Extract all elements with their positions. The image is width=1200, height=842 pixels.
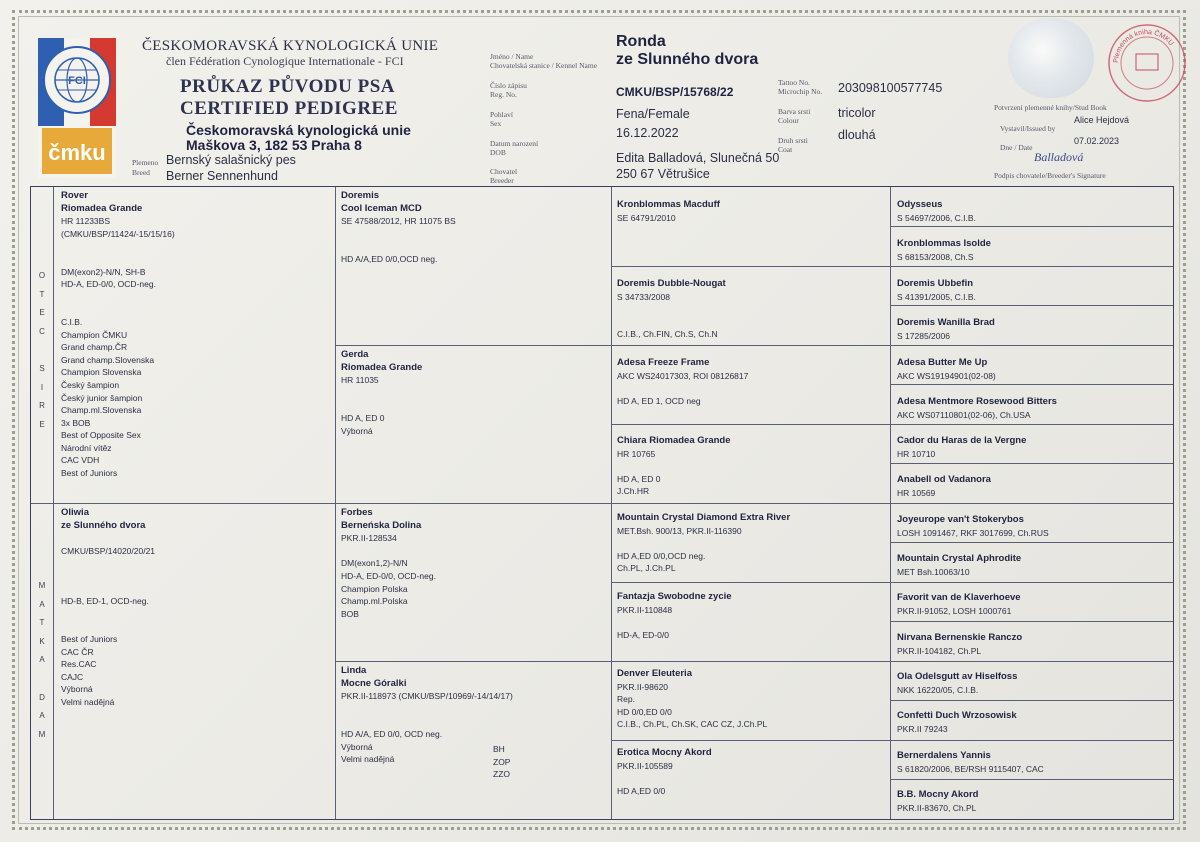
breeder-label: Chovatel — [490, 167, 518, 176]
dam-cell: Oliwia ze Slunného dvora CMKU/BSP/14020/20/21 HD-B, ED-1, OCD-neg. Best of Juniors CAC ČR Res.CAC CAJC Výborná Velmi nadějná — [61, 507, 156, 707]
colour-label: Barva srsti — [778, 107, 811, 116]
gen4-cell: Doremis Wanilla Brad S 17285/2006 — [897, 317, 995, 341]
sire-sire-cell: Doremis Cool Iceman MCD SE 47588/2012, HR 11075 BS HD A/A,ED 0/0,OCD neg. — [341, 190, 456, 264]
gen4-cell: Bernerdalens Yannis S 61820/2006, BE/RSH 9115407, CAC — [897, 750, 1044, 774]
reg-number: CMKU/BSP/15768/22 — [616, 85, 734, 99]
breed-de: Berner Sennenhund — [166, 169, 278, 183]
gen4-cell: Anabell od Vadanora HR 10569 — [897, 474, 991, 498]
dob-label: Datum narození — [490, 139, 539, 148]
gen3-cell: Doremis Dubble-Nougat S 34733/2008 C.I.B., Ch.FIN, Ch.S, Ch.N — [617, 278, 726, 340]
gen4-cell: Nirvana Bernenskie Ranczo PKR.II-104182, Ch.PL — [897, 632, 1023, 656]
address-line-2: Maškova 3, 182 53 Praha 8 — [186, 137, 362, 153]
org-name: ČESKOMORAVSKÁ KYNOLOGICKÁ UNIE — [142, 38, 439, 54]
gen3-cell: Kronblommas Macduff SE 64791/2010 — [617, 199, 720, 223]
breeder-line-1: Edita Balladová, Slunečná 50 — [616, 151, 780, 165]
coat-label: Druh srsti — [778, 136, 808, 145]
title-en: CERTIFIED PEDIGREE — [180, 98, 398, 119]
colour-value: tricolor — [838, 106, 876, 120]
gen3-cell: Adesa Freeze Frame AKC WS24017303, ROI 08126817 HD A, ED 1, OCD neg — [617, 357, 749, 406]
gen3-cell: Fantazja Swobodne zycie PKR.II-110848 HD-A, ED-0/0 — [617, 591, 732, 640]
gen4-cell: Doremis Ubbefin S 41391/2005, C.I.B. — [897, 278, 976, 302]
fci-cmku-logo-icon — [38, 38, 116, 178]
gen4-cell: Mountain Crystal Aphrodite MET Bsh.10063/10 — [897, 553, 1022, 577]
dob-value: 16.12.2022 — [616, 126, 679, 140]
sex-label: Pohlaví — [490, 110, 513, 119]
studbook-stamp-icon — [1106, 22, 1188, 104]
signature-label: Podpis chovatele/Breeder's Signature — [994, 171, 1106, 180]
breed-label-en: Breed — [132, 168, 150, 177]
gen4-cell: Joyeurope van't Stokerybos LOSH 1091467, RKF 3017699, Ch.RUS — [897, 514, 1049, 538]
dob-label-en: DOB — [490, 148, 506, 157]
reg-label: Číslo zápisu — [490, 81, 527, 90]
colour-label-en: Colour — [778, 116, 799, 125]
breeder-label-en: Breeder — [490, 176, 514, 185]
reg-label-en: Reg. No. — [490, 90, 517, 99]
chip-label: Microchip No. — [778, 87, 823, 96]
issued-by: Alice Hejdová — [1074, 115, 1130, 125]
breeder-signature: Balladová — [1034, 150, 1084, 164]
gen4-cell: Adesa Butter Me Up AKC WS19194901(02-08) — [897, 357, 996, 381]
breed-cz: Bernský salašnický pes — [166, 153, 296, 167]
svg-text:čmku: čmku — [48, 140, 106, 165]
gen4-cell: Cador du Haras de la Vergne HR 10710 — [897, 435, 1027, 459]
svg-text:Plemenná kniha ČMKU: Plemenná kniha ČMKU — [1112, 28, 1175, 64]
address-line-1: Českomoravská kynologická unie — [186, 122, 411, 138]
sex-label-en: Sex — [490, 119, 502, 128]
sire-side-label: O T E C S I R E — [38, 271, 46, 429]
breed-label: Plemeno — [132, 158, 159, 167]
sire-cell: Rover Riomadea Grande HR 11233BS (CMKU/BSP/11424/-15/15/16) DM(exon2)-N/N, SH-B HD-A, ED-0/0, OCD-neg. C.I.B. Champion ČMKU Grand champ.ČR Grand champ.Slovenska Champion Slovenska Český šampion Český junior šampion Champ.ml.Slovenska 3x BOB Best of Opposite Sex Národní vítěz CAC VDH Best of Juniors — [61, 190, 175, 479]
gen3-cell: Denver Eleuteria PKR.II-98620 Rep. HD 0/0,ED 0/0 C.I.B., Ch.PL, Ch.SK, CAC CZ, J.Ch.PL — [617, 668, 768, 730]
svg-text:FCI: FCI — [68, 75, 86, 87]
dam-dam-cell: Linda Mocne Góralki PKR.II-118973 (CMKU/BSP/10969/-14/14/17) HD A/A, ED 0/0, OCD neg. Výborná Velmi nadějná — [341, 665, 513, 765]
gen4-cell: Adesa Mentmore Rosewood Bitters AKC WS07110801(02-06), Ch.USA — [897, 396, 1057, 420]
gen4-cell: Kronblommas Isolde S 68153/2008, Ch.S — [897, 238, 991, 262]
breeder-line-2: 250 67 Větrušice — [616, 167, 710, 181]
title-cz: PRŮKAZ PŮVODU PSA — [180, 76, 396, 97]
gen4-cell: Odysseus S 54697/2006, C.I.B. — [897, 199, 976, 223]
coat-value: dlouhá — [838, 128, 876, 142]
hologram-seal-icon — [1008, 18, 1094, 98]
dam-side-label: M A T K A D A M — [38, 581, 46, 739]
dog-name: Ronda — [616, 33, 666, 50]
dog-kennel: ze Slunného dvora — [616, 51, 759, 68]
pedigree-table — [30, 186, 1174, 820]
gen4-cell: Confetti Duch Wrzosowisk PKR.II 79243 — [897, 710, 1017, 734]
studbook-confirm: Potvrzení plemenné knihy/Stud Book — [994, 103, 1107, 112]
gen4-cell: B.B. Mocny Akord PKR.II-83670, Ch.PL — [897, 789, 979, 813]
tattoo-label: Tattoo No. — [778, 78, 810, 87]
chip-number: 203098100577745 — [838, 81, 943, 95]
gen4-cell: Ola Odelsgutt av Hiselfoss NKK 16220/05, C.I.B. — [897, 671, 1018, 695]
sire-dam-cell: Gerda Riomadea Grande HR 11035 HD A, ED 0 Výborná — [341, 349, 423, 436]
gen4-cell: Favorit van de Klaverhoeve PKR.II-91052, LOSH 1000761 — [897, 592, 1021, 616]
name-label: Jméno / Name — [490, 52, 534, 61]
dam-dam-titles: BH ZOP ZZO — [493, 744, 511, 780]
sex-value: Fena/Female — [616, 107, 690, 121]
gen3-cell: Chiara Riomadea Grande HR 10765 HD A, ED 0 J.Ch.HR — [617, 435, 731, 497]
kennel-label: Chovatelská stanice / Kennel Name — [490, 61, 598, 70]
fci-membership: člen Fédération Cynologique Internationale - FCI — [166, 54, 404, 68]
coat-label-en: Coat — [778, 145, 793, 154]
gen3-cell: Erotica Mocny Akord PKR.II-105589 HD A,ED 0/0 — [617, 747, 712, 796]
issue-date: 07.02.2023 — [1074, 136, 1120, 146]
dam-sire-cell: Forbes Berneńska Dolina PKR.II-128534 DM(exon1,2)-N/N HD-A, ED-0/0, OCD-neg. Champion Polska Champ.ml.Polska BOB — [341, 507, 436, 619]
date-label: Dne / Date — [1000, 143, 1033, 152]
gen3-cell: Mountain Crystal Diamond Extra River MET.Bsh. 900/13, PKR.II-116390 HD A,ED 0/0,OCD neg. Ch.PL, J.Ch.PL — [617, 512, 791, 574]
issued-label: Vystavil/Issued by — [1000, 124, 1056, 133]
